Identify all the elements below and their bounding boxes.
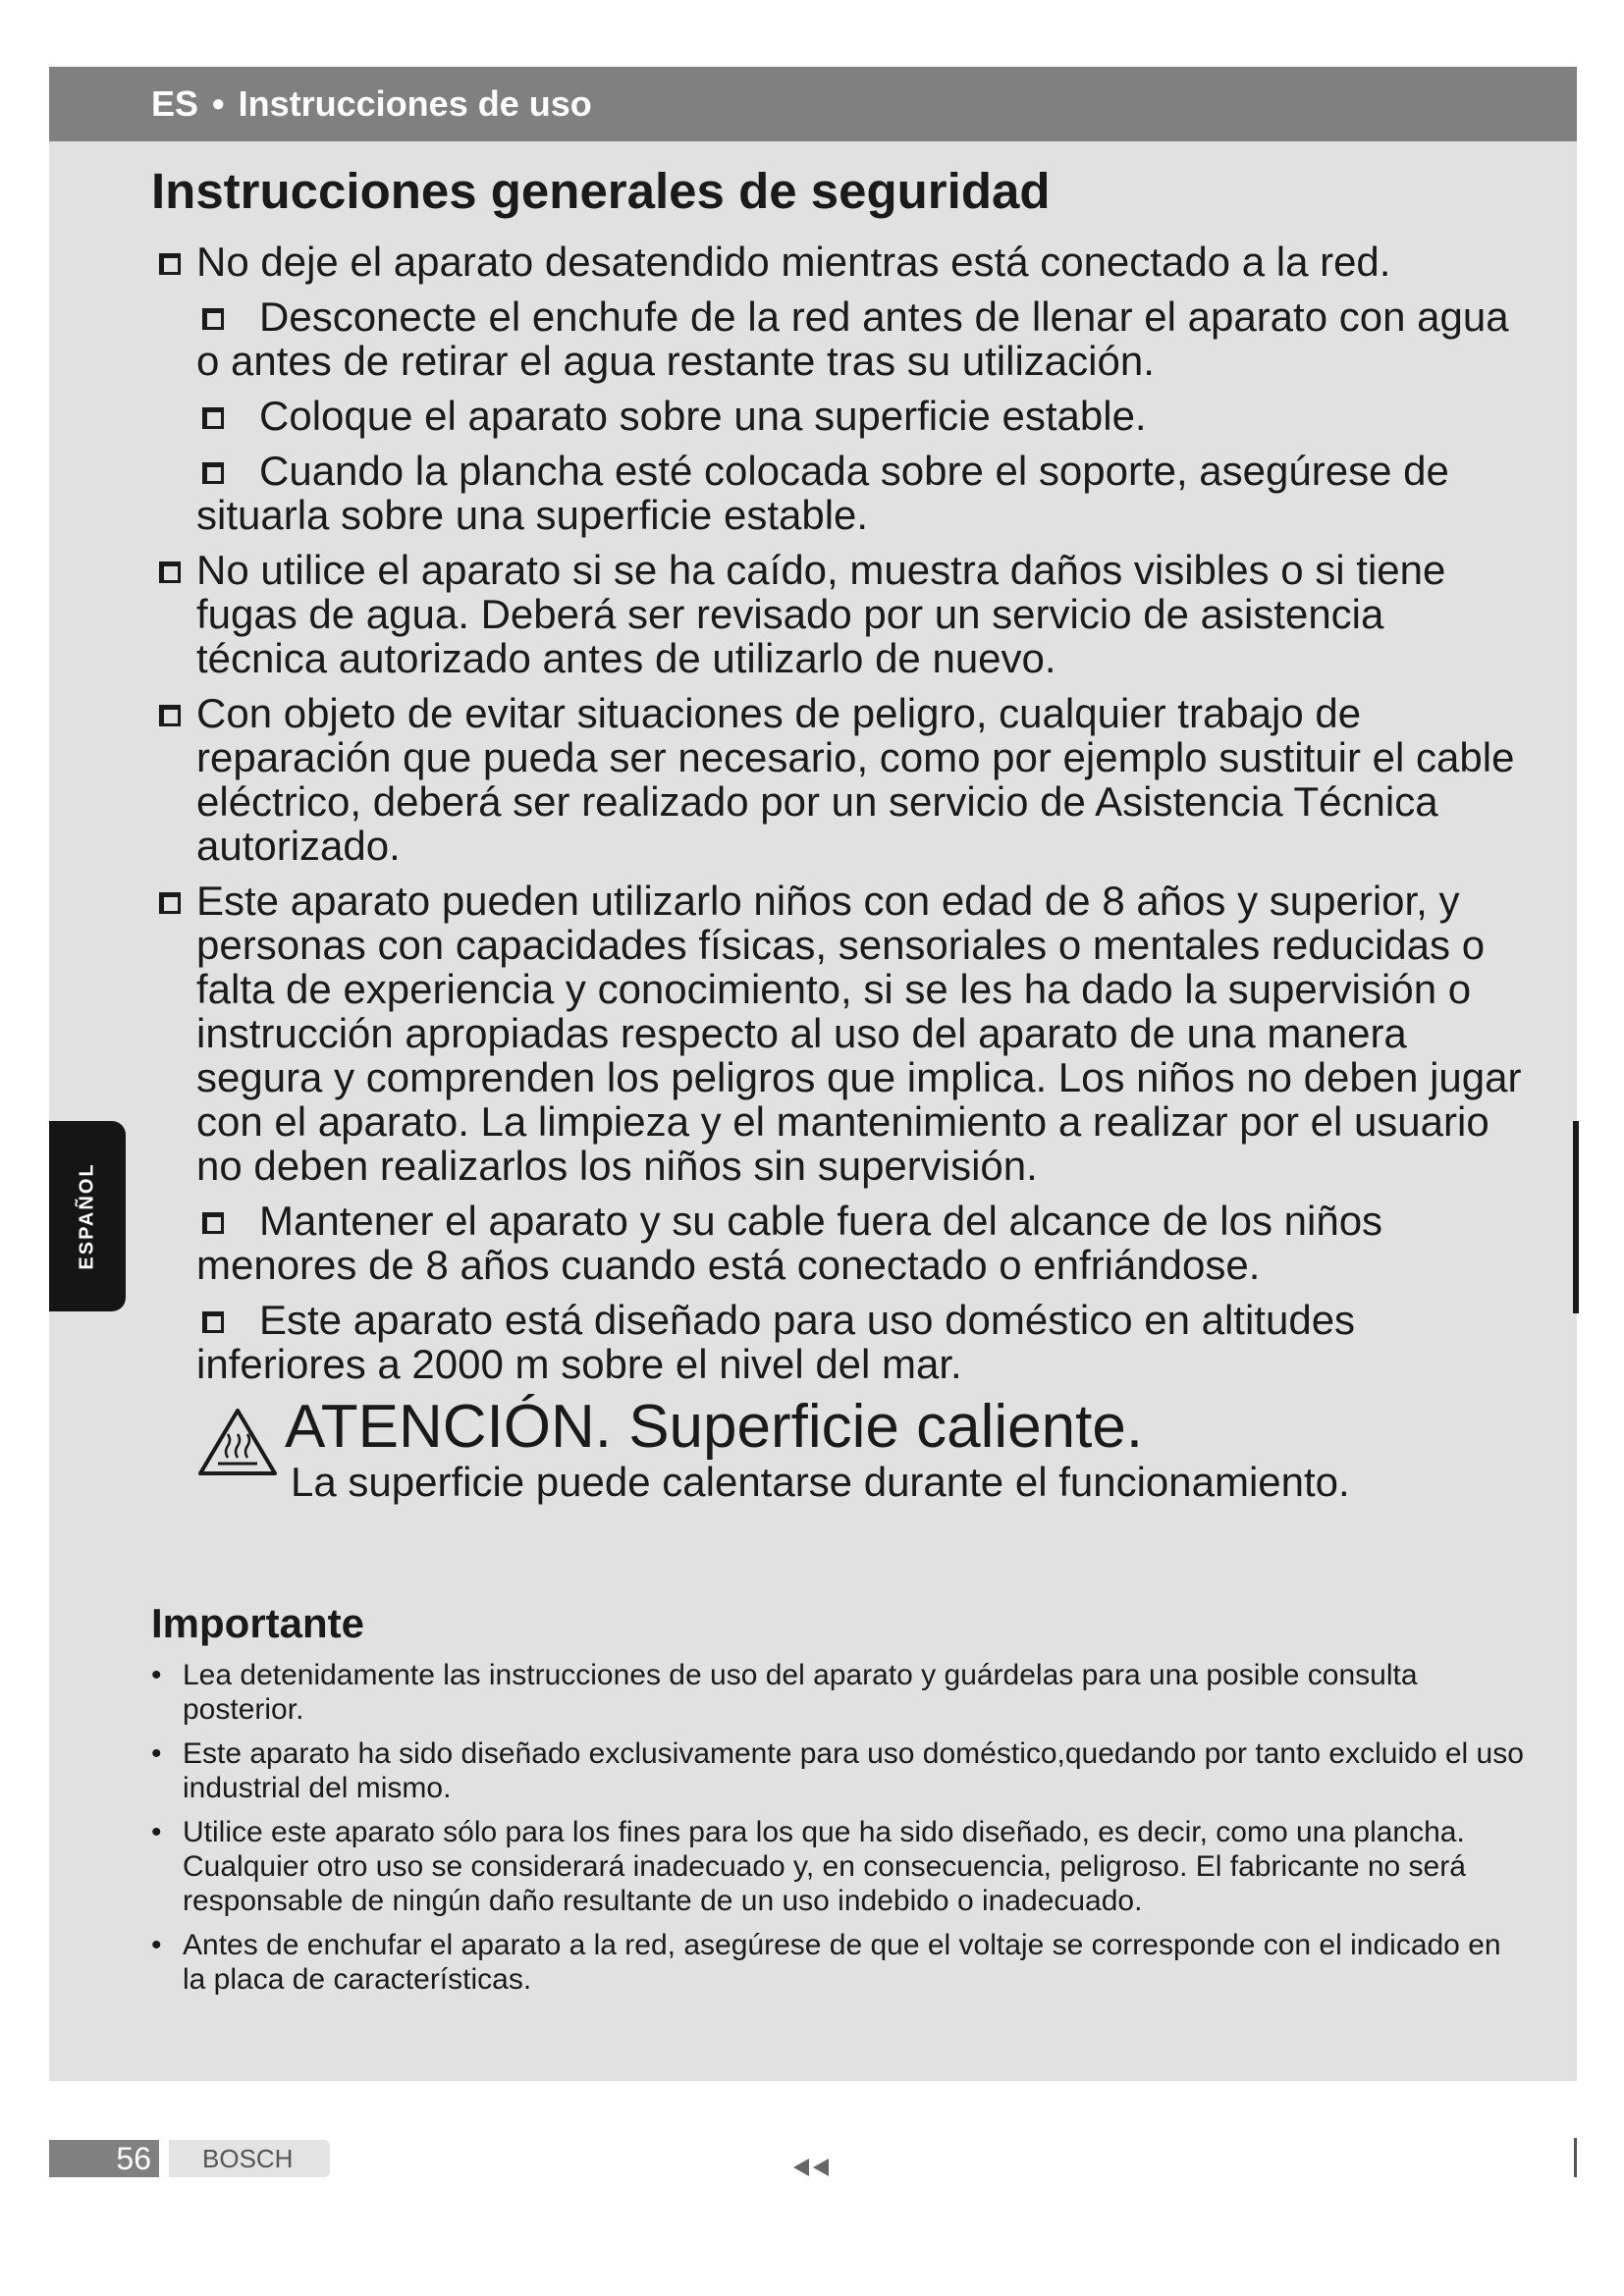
safety-item xyxy=(151,294,1526,383)
checkbox-square-icon xyxy=(202,462,224,484)
language-side-tab xyxy=(49,1121,126,1311)
important-item: • Lea detenidamente las instrucciones de uso del aparato y guárdelas para una posible consulta posterior. xyxy=(151,1658,1526,1727)
safety-item-text: Mantener el aparato y su cable fuera del alcance de los niños menores de 8 años cuando está conectado o enfriándose. xyxy=(196,1198,1383,1288)
safety-item xyxy=(151,879,1526,1188)
language-code: ES xyxy=(151,83,199,124)
safety-item-text: No utilice el aparato si se ha caído, muestra daños visibles o si tiene fugas de agua. Deberá ser revisado por un servicio de asistencia técnica autorizado antes de utilizarlo de nuevo. xyxy=(196,547,1446,681)
safety-item-text: No deje el aparato desatendido mientras está conectado a la red. xyxy=(196,239,1391,285)
safety-item-text: Este aparato está diseñado para uso doméstico en altitudes inferiores a 2000 m sobre el nivel del mar. xyxy=(196,1297,1356,1387)
checkbox-square-icon xyxy=(159,253,181,275)
important-item: • Antes de enchufar el aparato a la red, asegúrese de que el voltaje se corresponde con el indicado en la placa de características. xyxy=(151,1928,1526,1997)
checkbox-square-icon xyxy=(159,892,181,914)
checkbox-square-icon xyxy=(202,1212,224,1234)
side-tab-label: ESPAÑOL xyxy=(76,1162,98,1270)
checkbox-square-icon xyxy=(202,308,224,330)
safety-item xyxy=(151,548,1526,680)
safety-item-text: Con objeto de evitar situaciones de peligro, cualquier trabajo de reparación que pueda ser necesario, como por ejemplo sustituir el cable eléctrico, deberá ser realizado por un servicio de Asistencia Técnica autorizado. xyxy=(196,690,1515,869)
warning-title: ATENCIÓN. Superficie caliente. xyxy=(285,1393,1144,1461)
main-content xyxy=(151,161,1526,2006)
safety-item xyxy=(151,394,1526,438)
footer-edge-marker xyxy=(1574,2138,1577,2177)
safety-item-text: Cuando la plancha esté colocada sobre el soporte, asegúrese de situarla sobre una superficie estable. xyxy=(196,448,1449,538)
checkbox-square-icon xyxy=(202,407,224,429)
important-item: • Este aparato ha sido diseñado exclusivamente para uso doméstico,quedando por tanto excluido el uso industrial del mismo. xyxy=(151,1736,1526,1805)
warning-text: La superficie puede calentarse durante el funcionamiento. xyxy=(291,1459,1350,1505)
hot-surface-warning xyxy=(196,1395,1526,1513)
safety-item xyxy=(151,1199,1526,1287)
page-header xyxy=(49,67,1577,141)
safety-item xyxy=(151,240,1526,284)
brand-label: BOSCH xyxy=(169,2140,330,2177)
checkbox-square-icon xyxy=(159,705,181,726)
double-arrow-left-icon xyxy=(791,2156,835,2179)
checkbox-square-icon xyxy=(202,1311,224,1333)
safety-item-text: Coloque el aparato sobre una superficie estable. xyxy=(259,393,1147,439)
safety-item xyxy=(151,691,1526,868)
safety-item-text: Este aparato pueden utilizarlo niños con edad de 8 años y superior, y personas con capacidades físicas, sensoriales o mentales reducidas o falta de experiencia y conocimiento, si se les ha dado la supervisión o instrucción apropiadas respecto al uso del aparato de una manera segura y comprenden los peligros que implica. Los niños no deben jugar con el aparato. La limpieza y el mantenimiento a realizar por el usuario no deben realizarlos los niños sin supervisión. xyxy=(196,878,1522,1189)
important-item: • Utilice este aparato sólo para los fines para los que ha sido diseñado, es decir, como una plancha. Cualquier otro uso se considerará inadecuado y, en consecuencia, peligroso. El fabricante no será responsable de ningún daño resultante de un uso indebido o inadecuado. xyxy=(151,1815,1526,1918)
important-title: Importante xyxy=(151,1600,365,1646)
hot-surface-warning-icon xyxy=(196,1407,279,1477)
header-separator: • xyxy=(212,83,225,124)
safety-item-text: Desconecte el enchufe de la red antes de llenar el aparato con agua o antes de retirar el agua restante tras su utilización. xyxy=(196,294,1509,384)
section-title: Instrucciones generales de seguridad xyxy=(151,163,1051,219)
right-edge-marker xyxy=(1573,1121,1579,1313)
safety-item xyxy=(151,449,1526,537)
header-title: Instrucciones de uso xyxy=(238,83,592,124)
safety-item xyxy=(151,1298,1526,1386)
page-number: 56 xyxy=(49,2140,159,2177)
checkbox-square-icon xyxy=(159,561,181,583)
